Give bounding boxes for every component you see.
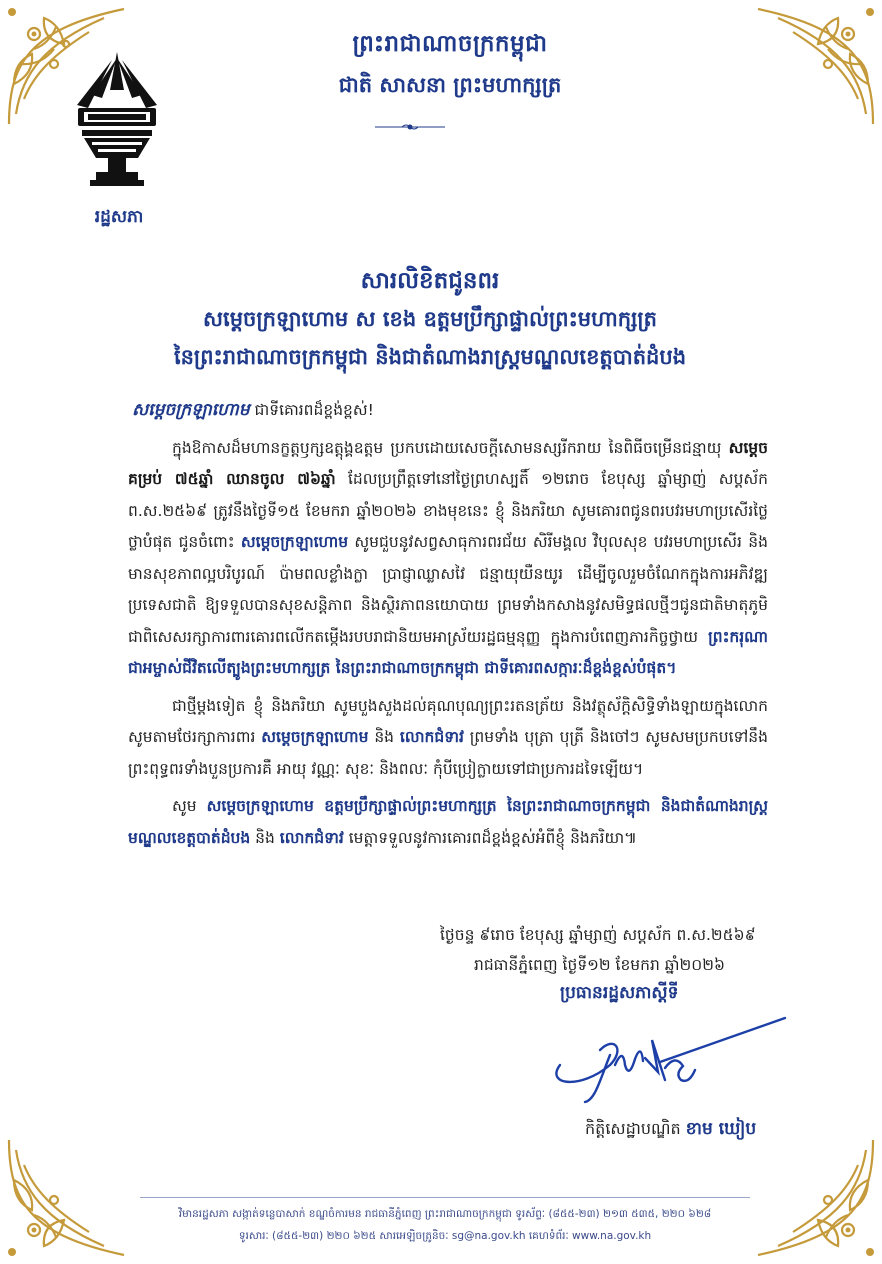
paragraph-3-text: មេត្តាទទួលនូវការគោរពដ៏ខ្ពង់ខ្ពស់អំពីខ្ញុំ និងភរិយា៕: [348, 828, 638, 847]
signer-name-text: ខាម ឃៀប: [685, 1119, 757, 1139]
header-divider-icon: [375, 122, 445, 132]
date-block: [440, 920, 860, 980]
paragraph-1: [128, 433, 768, 685]
national-assembly-emblem-icon: [72, 50, 162, 200]
corner-ornament-icon: [4, 1135, 129, 1260]
national-motto: ជាតិ សាសនា ព្រះមហាក្សត្រ: [338, 73, 562, 97]
salutation-name: សម្តេចក្រឡាហោម: [132, 400, 250, 420]
paragraph-1-emphasis: សម្តេច គម្រប់ ៧៥ឆ្នាំ ឈានចូល ៧៦ឆ្នាំ: [128, 438, 768, 488]
kingdom-heading: ព្រះរាជាណាចក្រកម្ពុជា: [352, 31, 548, 57]
signer-name: [585, 1118, 756, 1143]
title-line-1: សារលិខិតជូនពរ: [360, 268, 500, 294]
title-line-3: នៃព្រះរាជាណាចក្រកម្ពុជា និងជាតំណាងរាស្ត្រមណ្ឌលខេត្តបាត់ដំបង: [173, 345, 687, 369]
footer-contact: ទូរសារៈ (៨៥៥-២៣) ២២០ ៦២៥ សារអេឡិចត្រូនិចៈ sg@na.gov.kh គេហទំព័រៈ www.na.gov.kh: [238, 1230, 652, 1242]
salutation-rest: ជាទីគោរពដ៏ខ្ពង់ខ្ពស់!: [254, 401, 374, 419]
paragraph-1-text: ក្នុងឱកាសដ៏មហានក្ខត្តឫក្សឧត្តុង្គឧត្តម ប្រកបដោយសេចក្តីសោមនស្សរីករាយ នៃពិធីចម្រើនជន្មាយុ: [172, 438, 722, 457]
paragraph-1-king: ព្រះករុណាជាអម្ចាស់ជីវិតលើត្បូងព្រះមហាក្សត្រ នៃព្រះរាជាណាចក្រកម្ពុជា ជាទីគោរពសក្ការៈដ៏ខ្ពង់ខ្ពស់បំផុត។: [128, 627, 768, 677]
paragraph-3-text: សូម: [172, 797, 197, 815]
solar-date: រាជធានីភ្នំពេញ ថ្ងៃទី១២ ខែមករា ឆ្នាំ២០២៦: [474, 956, 725, 974]
paragraph-3: [128, 791, 768, 854]
letter-title: [90, 262, 770, 376]
paragraph-2: [128, 691, 768, 786]
footer: [120, 1203, 770, 1247]
ministry-label: រដ្ឋសភា: [94, 207, 144, 227]
paragraph-3-name: សម្តេចក្រឡាហោម ឧត្តមប្រឹក្សាផ្ទាល់ព្រះមហាក្សត្រ នៃព្រះរាជាណាចក្រកម្ពុជា និងជាតំណាងរាស្ត្រមណ្ឌលខេត្តបាត់ដំបង: [128, 797, 768, 847]
paragraph-2-text: ជាថ្មីម្តងទៀត ខ្ញុំ និងភរិយា សូមបួងសួងដល់គុណបុណ្យព្រះរតនត្រ័យ និងវត្ថុស័ក្តិសិទ្ធិទាំងឡាយក្នុងលោក សូមតាមថែរក្សាការពារ: [128, 696, 768, 746]
letter-body: [128, 395, 768, 860]
title-line-2: សម្តេចក្រឡាហោម ស ខេង ឧត្តមប្រឹក្សាផ្ទាល់ព្រះមហាក្សត្រ: [203, 307, 657, 331]
salutation: [132, 395, 768, 427]
signature-icon: [540, 1010, 790, 1110]
paragraph-2-text: និង: [374, 728, 395, 746]
signer-prefix: កិត្តិសេដ្ឋាបណ្ឌិត: [585, 1119, 681, 1138]
paragraph-2-text: ព្រមទាំង បុត្រា បុត្រី និងចៅៗ សូមសមប្រកបទៅនឹងព្រះពុទ្ធពរទាំងបួនប្រការគឺ អាយុ វណ្ណៈ សុខៈ និងពលៈ កុំបីប្រៀក្លាយទៅជាប្រការដទៃឡើយ។: [128, 728, 768, 778]
paragraph-3-name: លោកជំទាវ: [279, 828, 344, 847]
paragraph-2-name: លោកជំទាវ: [399, 728, 464, 746]
paragraph-2-name: សម្តេចក្រឡាហោម: [261, 728, 369, 746]
paragraph-1-text: ដែលប្រព្រឹត្តទៅនៅថ្ងៃព្រហស្បតិ៍ ១២រោច ខែបុស្ស ឆ្នាំម្សាញ់ សប្តស័ក ព.ស.២៥៦៩ ត្រូវនឹងថ្ងៃទី១៥ ខែមករា ឆ្នាំ២០២៦ ខាងមុខនេះ ខ្ញុំ និងភរិយា សូមគោរពជូនពរបវរមហាប្រសើរថ្លៃថ្លាបំផុត ជូនចំពោះ: [128, 470, 768, 551]
lunar-date: ថ្ងៃចន្ទ ៩រោច ខែបុស្ស ឆ្នាំម្សាញ់ សប្តស័ក ព.ស.២៥៦៩: [440, 926, 756, 944]
footer-divider: [140, 1197, 750, 1198]
paragraph-3-text: និង: [255, 828, 275, 847]
paragraph-1-name: សម្តេចក្រឡាហោម: [240, 533, 349, 551]
signer-title: ប្រធានរដ្ឋសភាស្តីទី: [560, 983, 679, 1003]
paragraph-1-text: សូមជួបនូវសព្វសាធុការពរជ័យ សិរីមង្គល វិបុលសុខ បវរមហាប្រសើរ និងមានសុខភាពល្អបរិបូរណ៍ ប៉ាមពលខ្លាំងក្លា ប្រាជ្ញាឈ្លាសវៃ ជន្មាយុយឺនយូរ ដើម្បីចូលរួមចំណែកក្នុងការអភិវឌ្ឍប្រទេសជាតិ ឱ្យទទួលបានសុខសន្តិភាព និងស្ថិរភាពនយោបាយ ព្រមទាំងកសាងនូវសមិទ្ធផលថ្មីៗជូនជាតិមាតុភូមិ ជាពិសេសរក្សាការពារគោរពលើកតម្កើងរបបរាជានិយមអាស្រ័យរដ្ឋធម្មនុញ្ញ ក្នុងការបំពេញភារកិច្ចថ្វាយ: [128, 533, 768, 646]
footer-address: វិមានរដ្ឋសភា សង្កាត់ទន្លេបាសាក់ ខណ្ឌចំការមន រាជធានីភ្នំពេញ ព្រះរាជាណាចក្រកម្ពុជា ទូរស័ព្ទៈ (៨៥៥-២៣) ២១៣ ៥៣៥, ២២០ ៦២៨: [178, 1208, 712, 1220]
corner-ornament-icon: [753, 1135, 878, 1260]
corner-ornament-icon: [753, 4, 878, 129]
